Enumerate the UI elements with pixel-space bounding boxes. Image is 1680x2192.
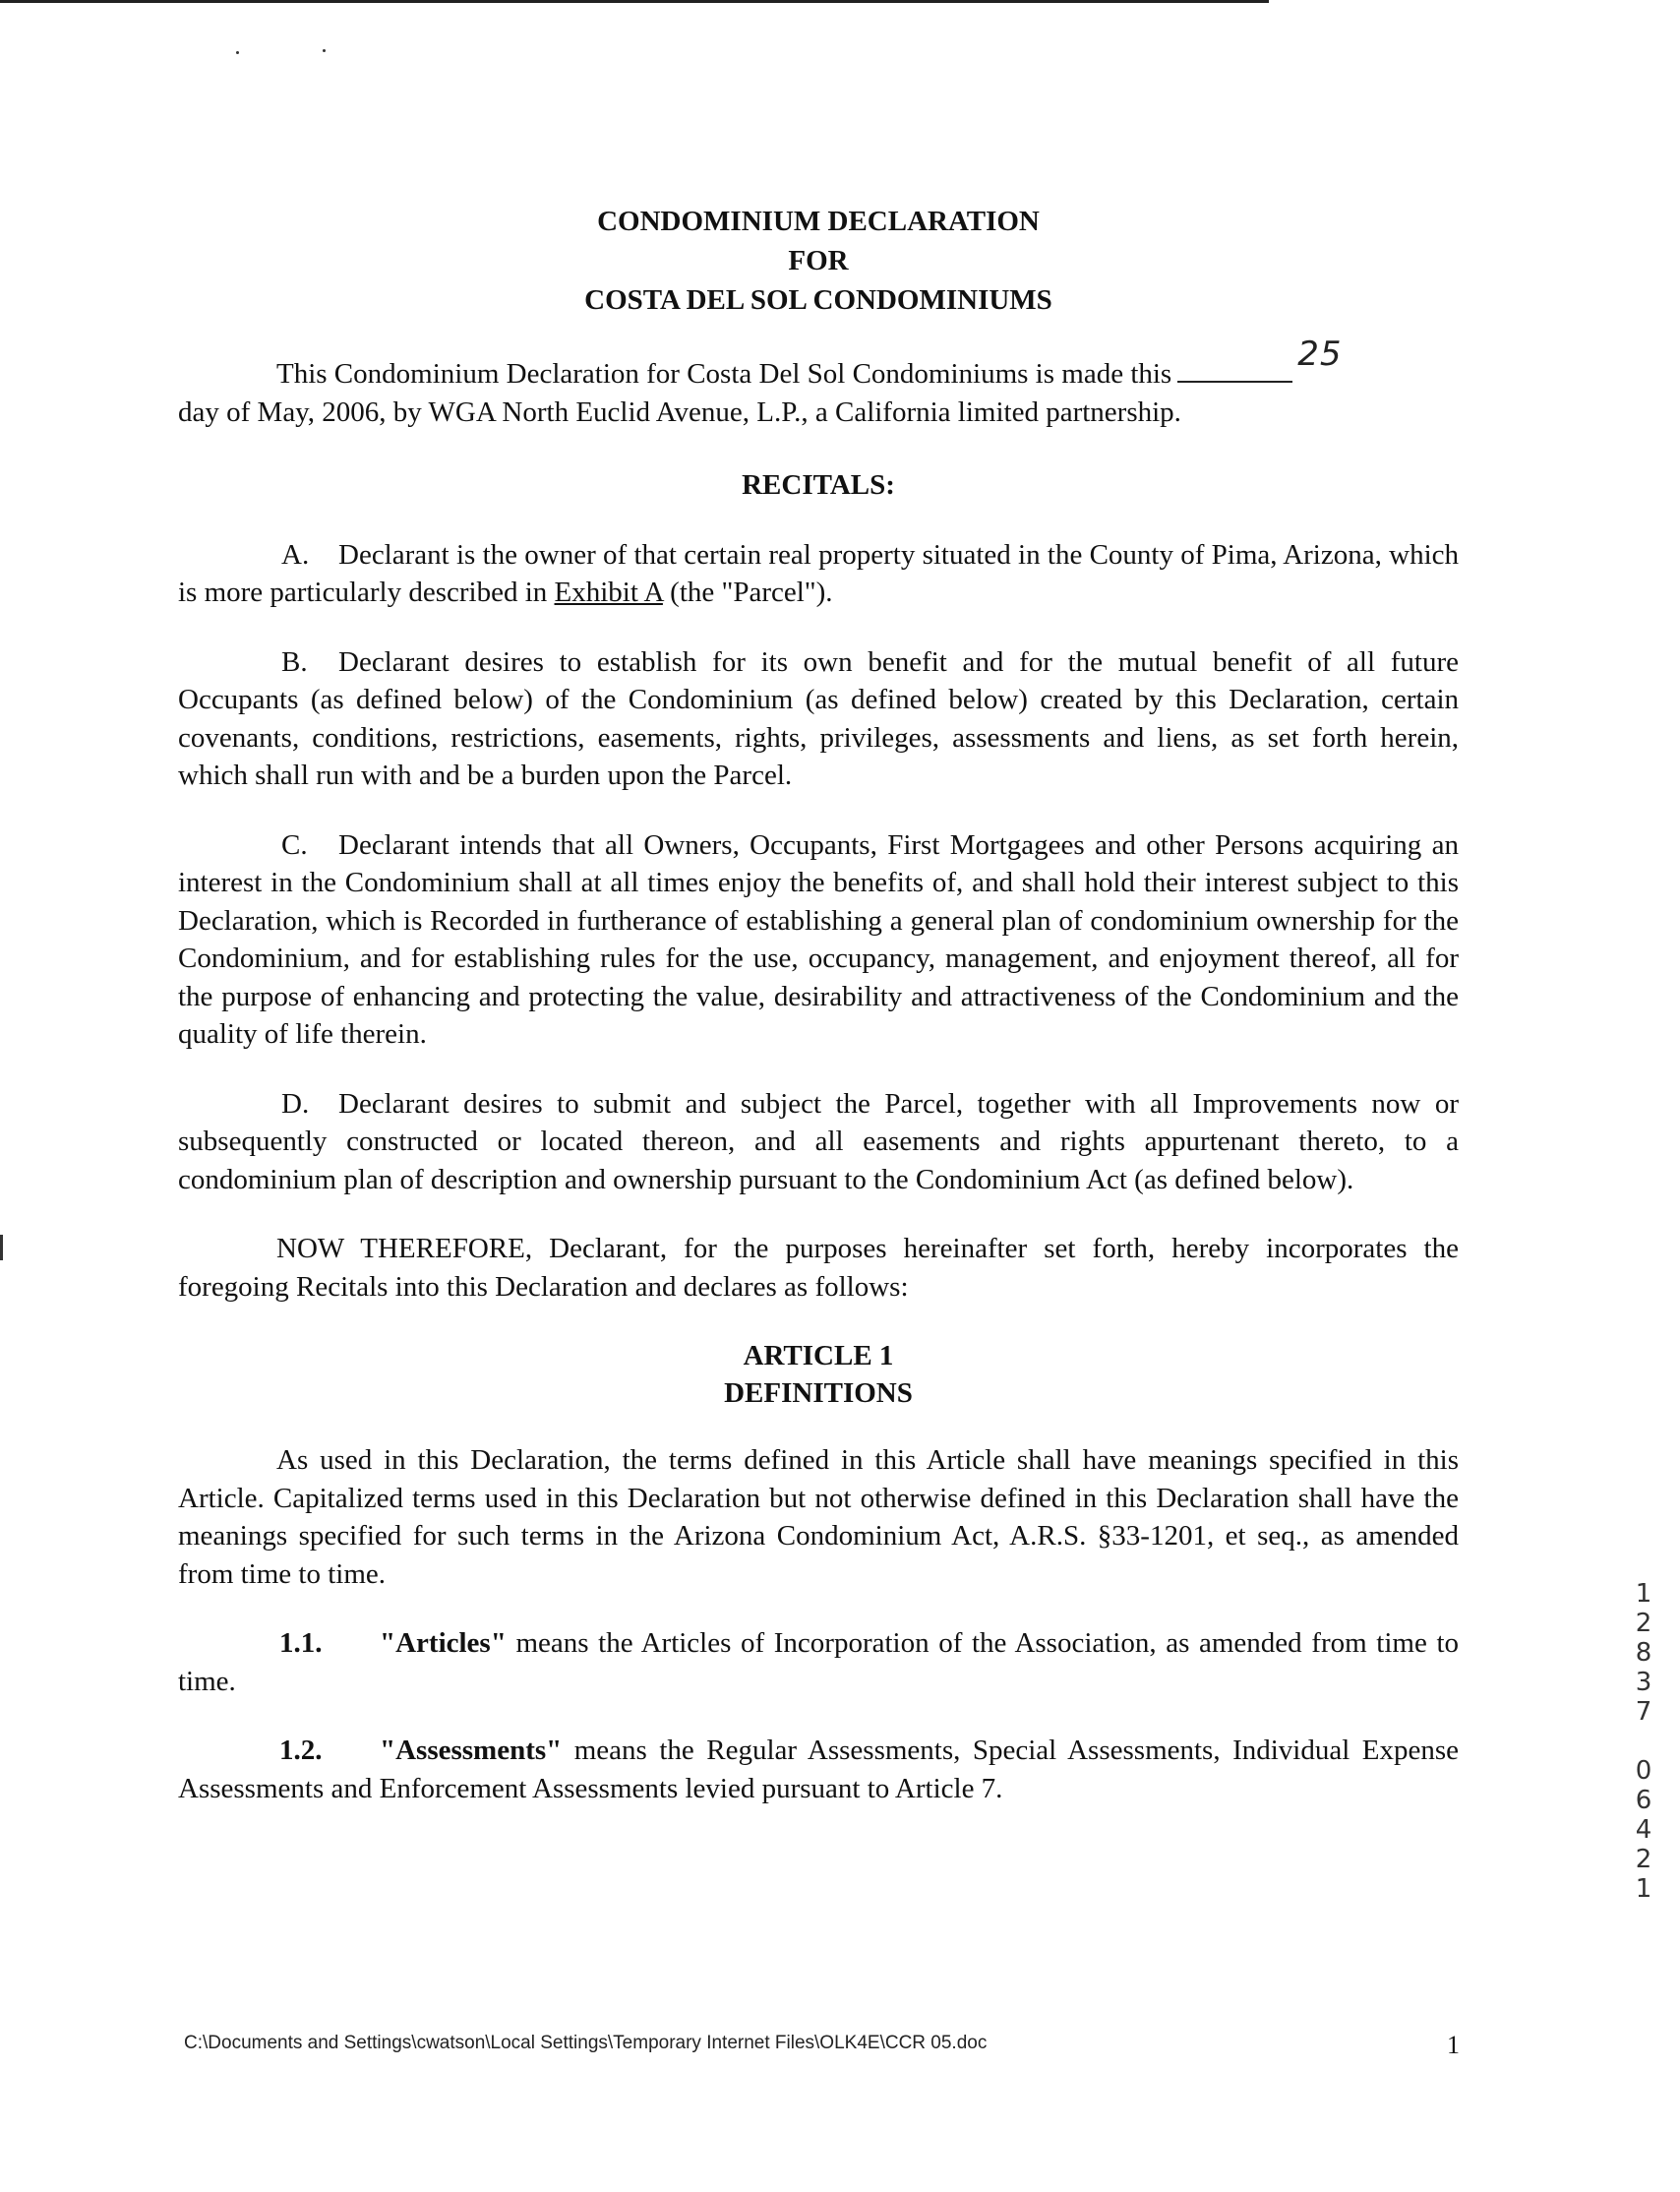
recital-text: Declarant is the owner of that certain real property situated in the County of Pima, Arizona, which is more particularly described in [178,538,1459,608]
footer-file-path: C:\Documents and Settings\cwatson\Local Settings\Temporary Internet Files\OLK4E\CCR 05.doc [184,2033,988,2053]
exhibit-a-reference: Exhibit A [554,577,663,608]
article-1-heading [178,1337,1459,1412]
definition-1-1 [178,1624,1459,1700]
day-blank-field [1177,335,1343,383]
definition-number: 1.1. [279,1627,323,1659]
intro-paragraph [178,335,1459,394]
now-therefore-paragraph: NOW THEREFORE, Declarant, for the purposes hereinafter set forth, hereby incorporates the foregoing Recitals into this Declaration and declares as follows: [178,1233,1459,1303]
handwritten-day: 25 [1297,335,1343,374]
recital-a [178,536,1459,612]
definition-text: means the Articles of Incorporation of the Association, as amended from time to time. [178,1627,1459,1697]
definition-text: means the Regular Assessments, Special Assessments, Individual Expense Assessments and Enforcement Assessments levied pursuant to Article 7. [178,1735,1459,1804]
scan-border-line [0,0,1269,3]
definition-1-2 [178,1732,1459,1807]
recording-stamp: 12837 06421 [1629,1579,1658,1904]
recital-b [178,643,1459,795]
recital-text-end: (the "Parcel"). [662,577,833,608]
recital-letter: B. [281,645,308,678]
definition-term: "Articles" [380,1627,507,1659]
scan-specks [236,49,334,59]
recital-letter: D. [281,1087,310,1120]
recital-text: Declarant intends that all Owners, Occupants, First Mortgagees and other Persons acquiring an interest in the Condominium shall at all times enjoy the benefits of, and shall hold their interest subject to this Declaration, which is Recorded in furtherance of establishing a general plan of condominium ownership for the Condominium, and for establishing rules for the use, occupancy, management, and enjoyment thereof, all for the purpose of enhancing and protecting the value, desirability and attractiveness of the Condominium and the quality of life therein. [178,828,1459,1050]
definition-number: 1.2. [279,1735,323,1766]
title-line-2: FOR [788,245,849,276]
recital-text: Declarant desires to submit and subject the Parcel, together with all Improvements now or subsequently constructed or located thereon, and all easements and rights appurtenant thereto, to a condominium plan of description and ownership pursuant to the Condominium Act (as defined below). [178,1087,1459,1195]
recital-text: Declarant desires to establish for its own benefit and for the mutual benefit of all future Occupants (as defined below) of the Condominium (as defined below) created by this Declaration, certain covenants, conditions, restrictions, easements, rights, privileges, assessments and liens, as set forth herein, which shall run with and be a burden upon the Parcel. [178,645,1459,791]
recitals-heading: RECITALS: [742,469,895,501]
page-number: 1 [1447,2031,1460,2059]
recital-d [178,1085,1459,1199]
recital-letter: A. [281,538,310,571]
article-number: ARTICLE 1 [743,1340,894,1371]
document-title [178,202,1459,320]
recital-c [178,826,1459,1054]
intro-text-start: This Condominium Declaration for Costa Del Sol Condominiums is made this [276,358,1172,390]
article-1-intro: As used in this Declaration, the terms defined in this Article shall have meanings specified in this Article. Capitalized terms used in this Declaration but not otherwise defined in this Declaration shall have the meanings specified for such terms in the Arizona Condominium Act, A.R.S. §33-1201, et seq., as amended from time to time. [178,1444,1459,1590]
article-title: DEFINITIONS [724,1377,913,1409]
document-body [178,202,1459,1839]
title-line-3: COSTA DEL SOL CONDOMINIUMS [584,284,1052,316]
scan-edge-mark [0,1235,3,1260]
intro-paragraph-continued: day of May, 2006, by WGA North Euclid Avenue, L.P., a California limited partnership. [178,396,1181,428]
title-line-1: CONDOMINIUM DECLARATION [597,206,1040,237]
definition-term: "Assessments" [380,1735,563,1766]
recital-letter: C. [281,828,308,861]
